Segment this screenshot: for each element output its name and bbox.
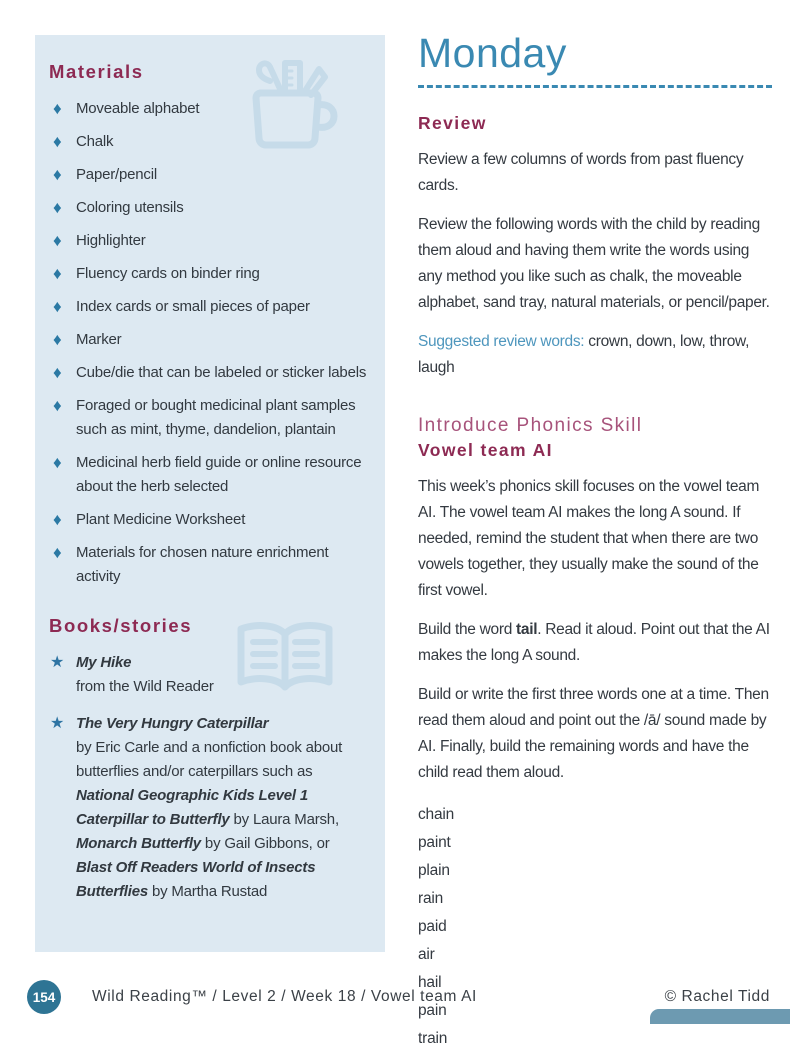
material-item-label: Cube/die that can be labeled or sticker labels	[76, 364, 367, 381]
material-item-label: Index cards or small pieces of paper	[76, 298, 310, 315]
material-item-label: Foraged or bought medicinal plant samples such as mint, thyme, dandelion, plantain	[76, 397, 356, 438]
corner-tab-decoration	[650, 1009, 790, 1024]
copyright-text: © Rachel Tidd	[664, 988, 770, 1005]
word-list-item: rain	[418, 890, 444, 908]
book-item	[49, 712, 367, 904]
page-number-badge: 154	[27, 980, 61, 1014]
book-description-segment: Monarch Butterfly	[76, 835, 201, 852]
suggested-review-words-label: Suggested review words:	[418, 333, 585, 351]
material-item	[49, 361, 367, 385]
material-item-label: Moveable alphabet	[76, 100, 200, 117]
material-item	[49, 196, 367, 220]
word-list-item: plain	[418, 862, 450, 880]
diamond-bullet-icon: ♦	[53, 396, 62, 415]
phonics-paragraph-3: Build or write the first three words one at a time. Then read them aloud and point out the /ā/ sound made by AI. Finally, build the remaining words and have the child read them aloud.	[418, 686, 769, 782]
diamond-bullet-icon: ♦	[53, 297, 62, 316]
diamond-bullet-icon: ♦	[53, 264, 62, 283]
book-description-segment: by Martha Rustad	[147, 883, 268, 900]
open-book-icon	[233, 620, 337, 705]
book-description-segment: Blast Off Readers World of Insects Butterflies	[76, 859, 316, 900]
material-item-label: Materials for chosen nature enrichment activity	[76, 544, 329, 585]
day-title: Monday	[418, 31, 772, 88]
star-bullet-icon: ★	[50, 715, 65, 732]
material-item	[49, 328, 367, 352]
diamond-bullet-icon: ♦	[53, 510, 62, 529]
material-item-label: Chalk	[76, 133, 114, 150]
diamond-bullet-icon: ♦	[53, 165, 62, 184]
material-item	[49, 394, 367, 442]
material-item-label: Medicinal herb field guide or online resource about the herb selected	[76, 454, 362, 495]
phonics-paragraph-2-text: . Read it aloud. Point out that the AI makes the long A sound.	[418, 621, 770, 665]
material-item-label: Marker	[76, 331, 122, 348]
material-item-label: Fluency cards on binder ring	[76, 265, 260, 282]
diamond-bullet-icon: ♦	[53, 132, 62, 151]
books-stories-title: Books/stories	[49, 615, 193, 636]
book-title: My Hike	[76, 654, 132, 671]
book-item-text	[76, 712, 367, 904]
materials-list	[49, 97, 367, 589]
material-item-label: Coloring utensils	[76, 199, 184, 216]
book-description-segment: by Laura Marsh,	[229, 811, 339, 828]
diamond-bullet-icon: ♦	[53, 99, 62, 118]
materials-title: Materials	[49, 61, 144, 82]
phonics-paragraph-2	[418, 617, 772, 669]
phonics-skill-kicker: Introduce Phonics Skill	[418, 415, 643, 437]
diamond-bullet-icon: ♦	[53, 363, 62, 382]
word-list-item: train	[418, 1030, 448, 1048]
materials-sidebar	[35, 35, 385, 952]
word-list-item: hail	[418, 974, 442, 992]
book-description-segment: by Gail Gibbons, or	[200, 835, 330, 852]
suggested-review-words	[418, 329, 772, 381]
word-list-item: air	[418, 946, 435, 964]
book-description-segment: by Eric Carle and a nonfiction book about butterflies and/or caterpillars such as	[76, 739, 343, 780]
diamond-bullet-icon: ♦	[53, 453, 62, 472]
book-title: The Very Hungry Caterpillar	[76, 715, 269, 732]
pencil-cup-icon	[237, 57, 337, 154]
review-paragraph-2: Review the following words with the child by reading them aloud and having them write the words using any method you like such as chalk, the moveable alphabet, sand tray, natural materials, or pencil/paper.	[418, 216, 770, 312]
word-list-item: paid	[418, 918, 447, 936]
material-item	[49, 541, 367, 589]
phonics-skill-title: Vowel team AI	[418, 440, 553, 461]
star-bullet-icon: ★	[50, 654, 65, 671]
word-list-item: paint	[418, 834, 451, 852]
review-paragraph-1: Review a few columns of words from past fluency cards.	[418, 151, 744, 195]
diamond-bullet-icon: ♦	[53, 231, 62, 250]
review-section-title: Review	[418, 113, 487, 134]
material-item	[49, 262, 367, 286]
material-item	[49, 163, 367, 187]
book-subtitle: from the Wild Reader	[76, 678, 214, 695]
material-item-label: Plant Medicine Worksheet	[76, 511, 246, 528]
breadcrumb: Wild Reading™ / Level 2 / Week 18 / Vowel team AI	[92, 988, 477, 1005]
material-item	[49, 508, 367, 532]
suggested-review-words-value: crown, down, low, throw, laugh	[418, 333, 750, 377]
phonics-bold-word: tail	[516, 621, 538, 639]
word-list-item: chain	[418, 806, 455, 824]
diamond-bullet-icon: ♦	[53, 543, 62, 562]
book-description-segment: National Geographic Kids Level 1 Caterpillar to Butterfly	[76, 787, 308, 828]
book-item-text	[76, 651, 214, 699]
material-item-label: Paper/pencil	[76, 166, 157, 183]
phonics-paragraph-2-text: Build the word	[418, 621, 517, 639]
material-item-label: Highlighter	[76, 232, 146, 249]
material-item	[49, 451, 367, 499]
word-list-item: pain	[418, 1002, 447, 1020]
phonics-paragraph-1: This week’s phonics skill focuses on the vowel team AI. The vowel team AI makes the long A sound. If needed, remind the student that when there are two vowels together, they usually make the sound of the first vowel.	[418, 478, 760, 600]
diamond-bullet-icon: ♦	[53, 330, 62, 349]
material-item	[49, 229, 367, 253]
material-item	[49, 295, 367, 319]
diamond-bullet-icon: ♦	[53, 198, 62, 217]
